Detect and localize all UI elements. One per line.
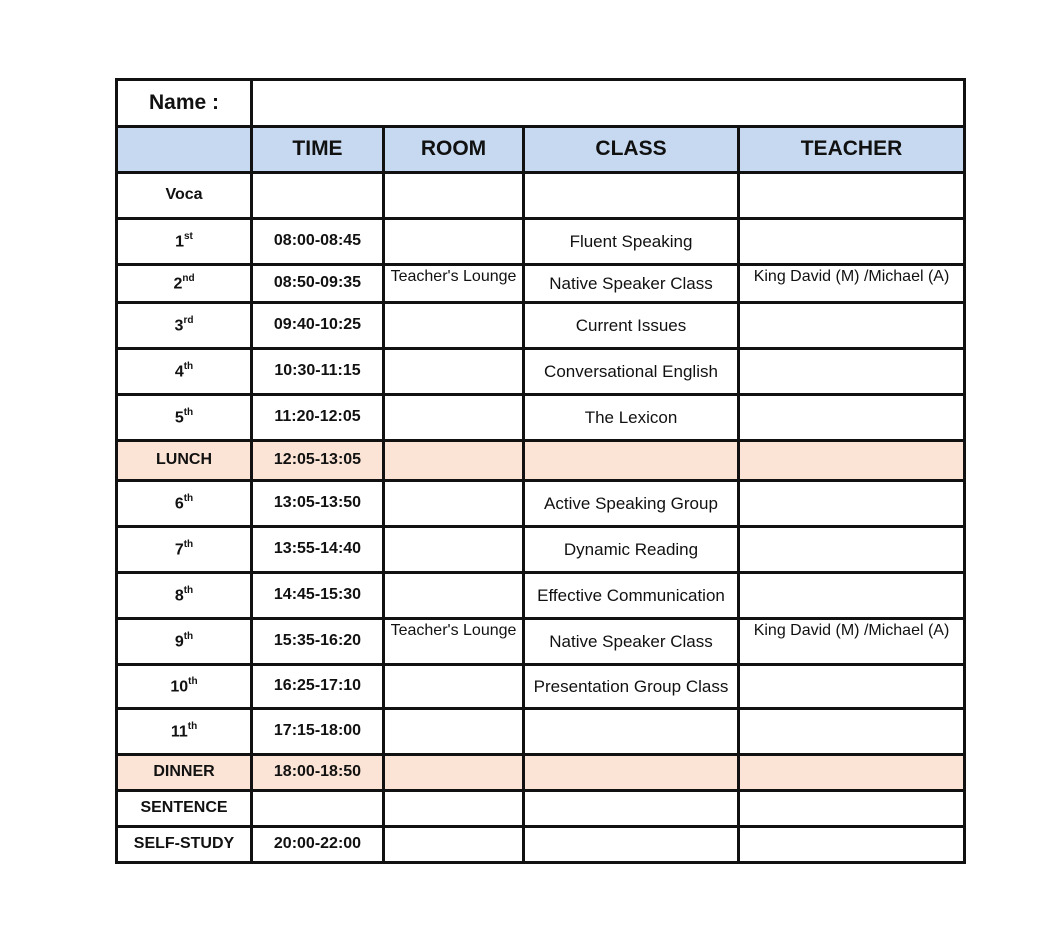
- table-row: [117, 827, 965, 863]
- room-cell: [384, 709, 524, 755]
- room-cell: [384, 265, 524, 303]
- period-label: 4: [174, 362, 184, 380]
- time-cell: 09:40-10:25: [252, 303, 384, 349]
- time-cell: 17:15-18:00: [252, 709, 384, 755]
- period-cell: [117, 303, 252, 349]
- time-cell: 10:30-11:15: [252, 349, 384, 395]
- teacher-cell: [739, 265, 965, 303]
- header-room: ROOM: [384, 127, 524, 173]
- time-cell: 13:05-13:50: [252, 481, 384, 527]
- period-label: 11: [170, 722, 188, 740]
- table-row: [117, 219, 965, 265]
- teacher-cell: [739, 395, 965, 441]
- period-label: 6: [174, 494, 184, 512]
- header-time: TIME: [252, 127, 384, 173]
- table-row: [117, 665, 965, 709]
- class-cell: Conversational English: [524, 349, 739, 395]
- name-field[interactable]: [252, 80, 965, 127]
- teacher-text: King David (M) /Michael (A): [753, 622, 950, 639]
- time-cell: [252, 791, 384, 827]
- class-cell: [524, 173, 739, 219]
- period-cell: [117, 527, 252, 573]
- class-cell: Effective Communication: [524, 573, 739, 619]
- time-cell: 11:20-12:05: [252, 395, 384, 441]
- teacher-cell: [739, 619, 965, 665]
- teacher-cell: [739, 441, 965, 481]
- period-cell: [117, 791, 252, 827]
- table-row: [117, 527, 965, 573]
- class-cell: [524, 709, 739, 755]
- period-cell: [117, 755, 252, 791]
- class-cell: [524, 791, 739, 827]
- teacher-cell: [739, 219, 965, 265]
- class-cell: [524, 441, 739, 481]
- period-label: 2: [173, 274, 183, 292]
- period-label: 8: [174, 586, 184, 604]
- period-suffix: th: [183, 538, 194, 550]
- period-label: SELF-STUDY: [133, 835, 235, 853]
- room-cell: [384, 791, 524, 827]
- room-cell: [384, 527, 524, 573]
- room-cell: [384, 665, 524, 709]
- period-suffix: th: [183, 360, 194, 372]
- teacher-cell: [739, 665, 965, 709]
- room-cell: [384, 219, 524, 265]
- time-cell: 15:35-16:20: [252, 619, 384, 665]
- period-cell: [117, 481, 252, 527]
- meal-row: [117, 441, 965, 481]
- room-text: Teacher's Lounge: [390, 622, 517, 639]
- room-cell: [384, 441, 524, 481]
- class-cell: Fluent Speaking: [524, 219, 739, 265]
- period-suffix: th: [183, 630, 194, 642]
- room-cell: [384, 173, 524, 219]
- period-suffix: th: [183, 492, 194, 504]
- class-cell: Native Speaker Class: [524, 265, 739, 303]
- period-suffix: rd: [183, 314, 194, 326]
- period-suffix: th: [188, 675, 198, 687]
- period-cell: [117, 173, 252, 219]
- class-cell: Active Speaking Group: [524, 481, 739, 527]
- room-cell: [384, 395, 524, 441]
- name-row: [117, 80, 965, 127]
- header-row: [117, 127, 965, 173]
- period-label: 1: [175, 232, 184, 250]
- period-label: 10: [170, 677, 189, 695]
- table-row: [117, 791, 965, 827]
- room-cell: [384, 349, 524, 395]
- class-cell: Native Speaker Class: [524, 619, 739, 665]
- period-suffix: th: [187, 720, 198, 732]
- time-cell: 08:50-09:35: [252, 265, 384, 303]
- class-cell: The Lexicon: [524, 395, 739, 441]
- teacher-cell: [739, 349, 965, 395]
- room-cell: [384, 303, 524, 349]
- class-cell: Presentation Group Class: [524, 665, 739, 709]
- period-cell: [117, 395, 252, 441]
- period-cell: [117, 441, 252, 481]
- room-text: Teacher's Lounge: [390, 268, 517, 285]
- teacher-cell: [739, 791, 965, 827]
- teacher-cell: [739, 755, 965, 791]
- header-class: CLASS: [524, 127, 739, 173]
- time-cell: 16:25-17:10: [252, 665, 384, 709]
- time-cell: 18:00-18:50: [252, 755, 384, 791]
- period-suffix: th: [183, 406, 194, 418]
- schedule-table: [115, 78, 966, 864]
- period-label: 3: [174, 316, 184, 334]
- table-row: [117, 481, 965, 527]
- teacher-cell: [739, 573, 965, 619]
- period-cell: [117, 619, 252, 665]
- time-cell: [252, 173, 384, 219]
- period-label: LUNCH: [156, 451, 212, 469]
- time-cell: 14:45-15:30: [252, 573, 384, 619]
- period-label: 9: [174, 632, 184, 650]
- period-cell: [117, 665, 252, 709]
- teacher-cell: [739, 709, 965, 755]
- room-cell: [384, 573, 524, 619]
- time-cell: 12:05-13:05: [252, 441, 384, 481]
- period-cell: [117, 219, 252, 265]
- period-label: SENTENCE: [140, 799, 228, 817]
- room-cell: [384, 827, 524, 863]
- teacher-cell: [739, 173, 965, 219]
- class-cell: [524, 827, 739, 863]
- period-label: Voca: [165, 186, 203, 204]
- room-cell: [384, 619, 524, 665]
- room-cell: [384, 481, 524, 527]
- table-row: [117, 265, 965, 303]
- period-cell: [117, 827, 252, 863]
- period-cell: [117, 709, 252, 755]
- time-cell: 08:00-08:45: [252, 219, 384, 265]
- room-cell: [384, 755, 524, 791]
- period-cell: [117, 265, 252, 303]
- header-teacher: TEACHER: [739, 127, 965, 173]
- teacher-cell: [739, 827, 965, 863]
- class-cell: Current Issues: [524, 303, 739, 349]
- meal-row: [117, 755, 965, 791]
- table-row: [117, 619, 965, 665]
- table-row: [117, 303, 965, 349]
- table-row: [117, 709, 965, 755]
- header-corner: [117, 127, 252, 173]
- table-row: [117, 173, 965, 219]
- period-label: 7: [174, 540, 184, 558]
- period-label: 5: [174, 408, 184, 426]
- class-cell: [524, 755, 739, 791]
- period-cell: [117, 573, 252, 619]
- time-cell: 13:55-14:40: [252, 527, 384, 573]
- period-cell: [117, 349, 252, 395]
- teacher-cell: [739, 481, 965, 527]
- time-cell: 20:00-22:00: [252, 827, 384, 863]
- class-cell: Dynamic Reading: [524, 527, 739, 573]
- period-suffix: nd: [182, 272, 195, 284]
- table-row: [117, 395, 965, 441]
- teacher-cell: [739, 303, 965, 349]
- table-row: [117, 573, 965, 619]
- table-row: [117, 349, 965, 395]
- teacher-text: King David (M) /Michael (A): [753, 268, 950, 285]
- teacher-cell: [739, 527, 965, 573]
- period-suffix: th: [183, 584, 194, 596]
- period-suffix: st: [184, 230, 193, 242]
- period-label: DINNER: [153, 763, 215, 781]
- name-label: Name :: [117, 80, 252, 127]
